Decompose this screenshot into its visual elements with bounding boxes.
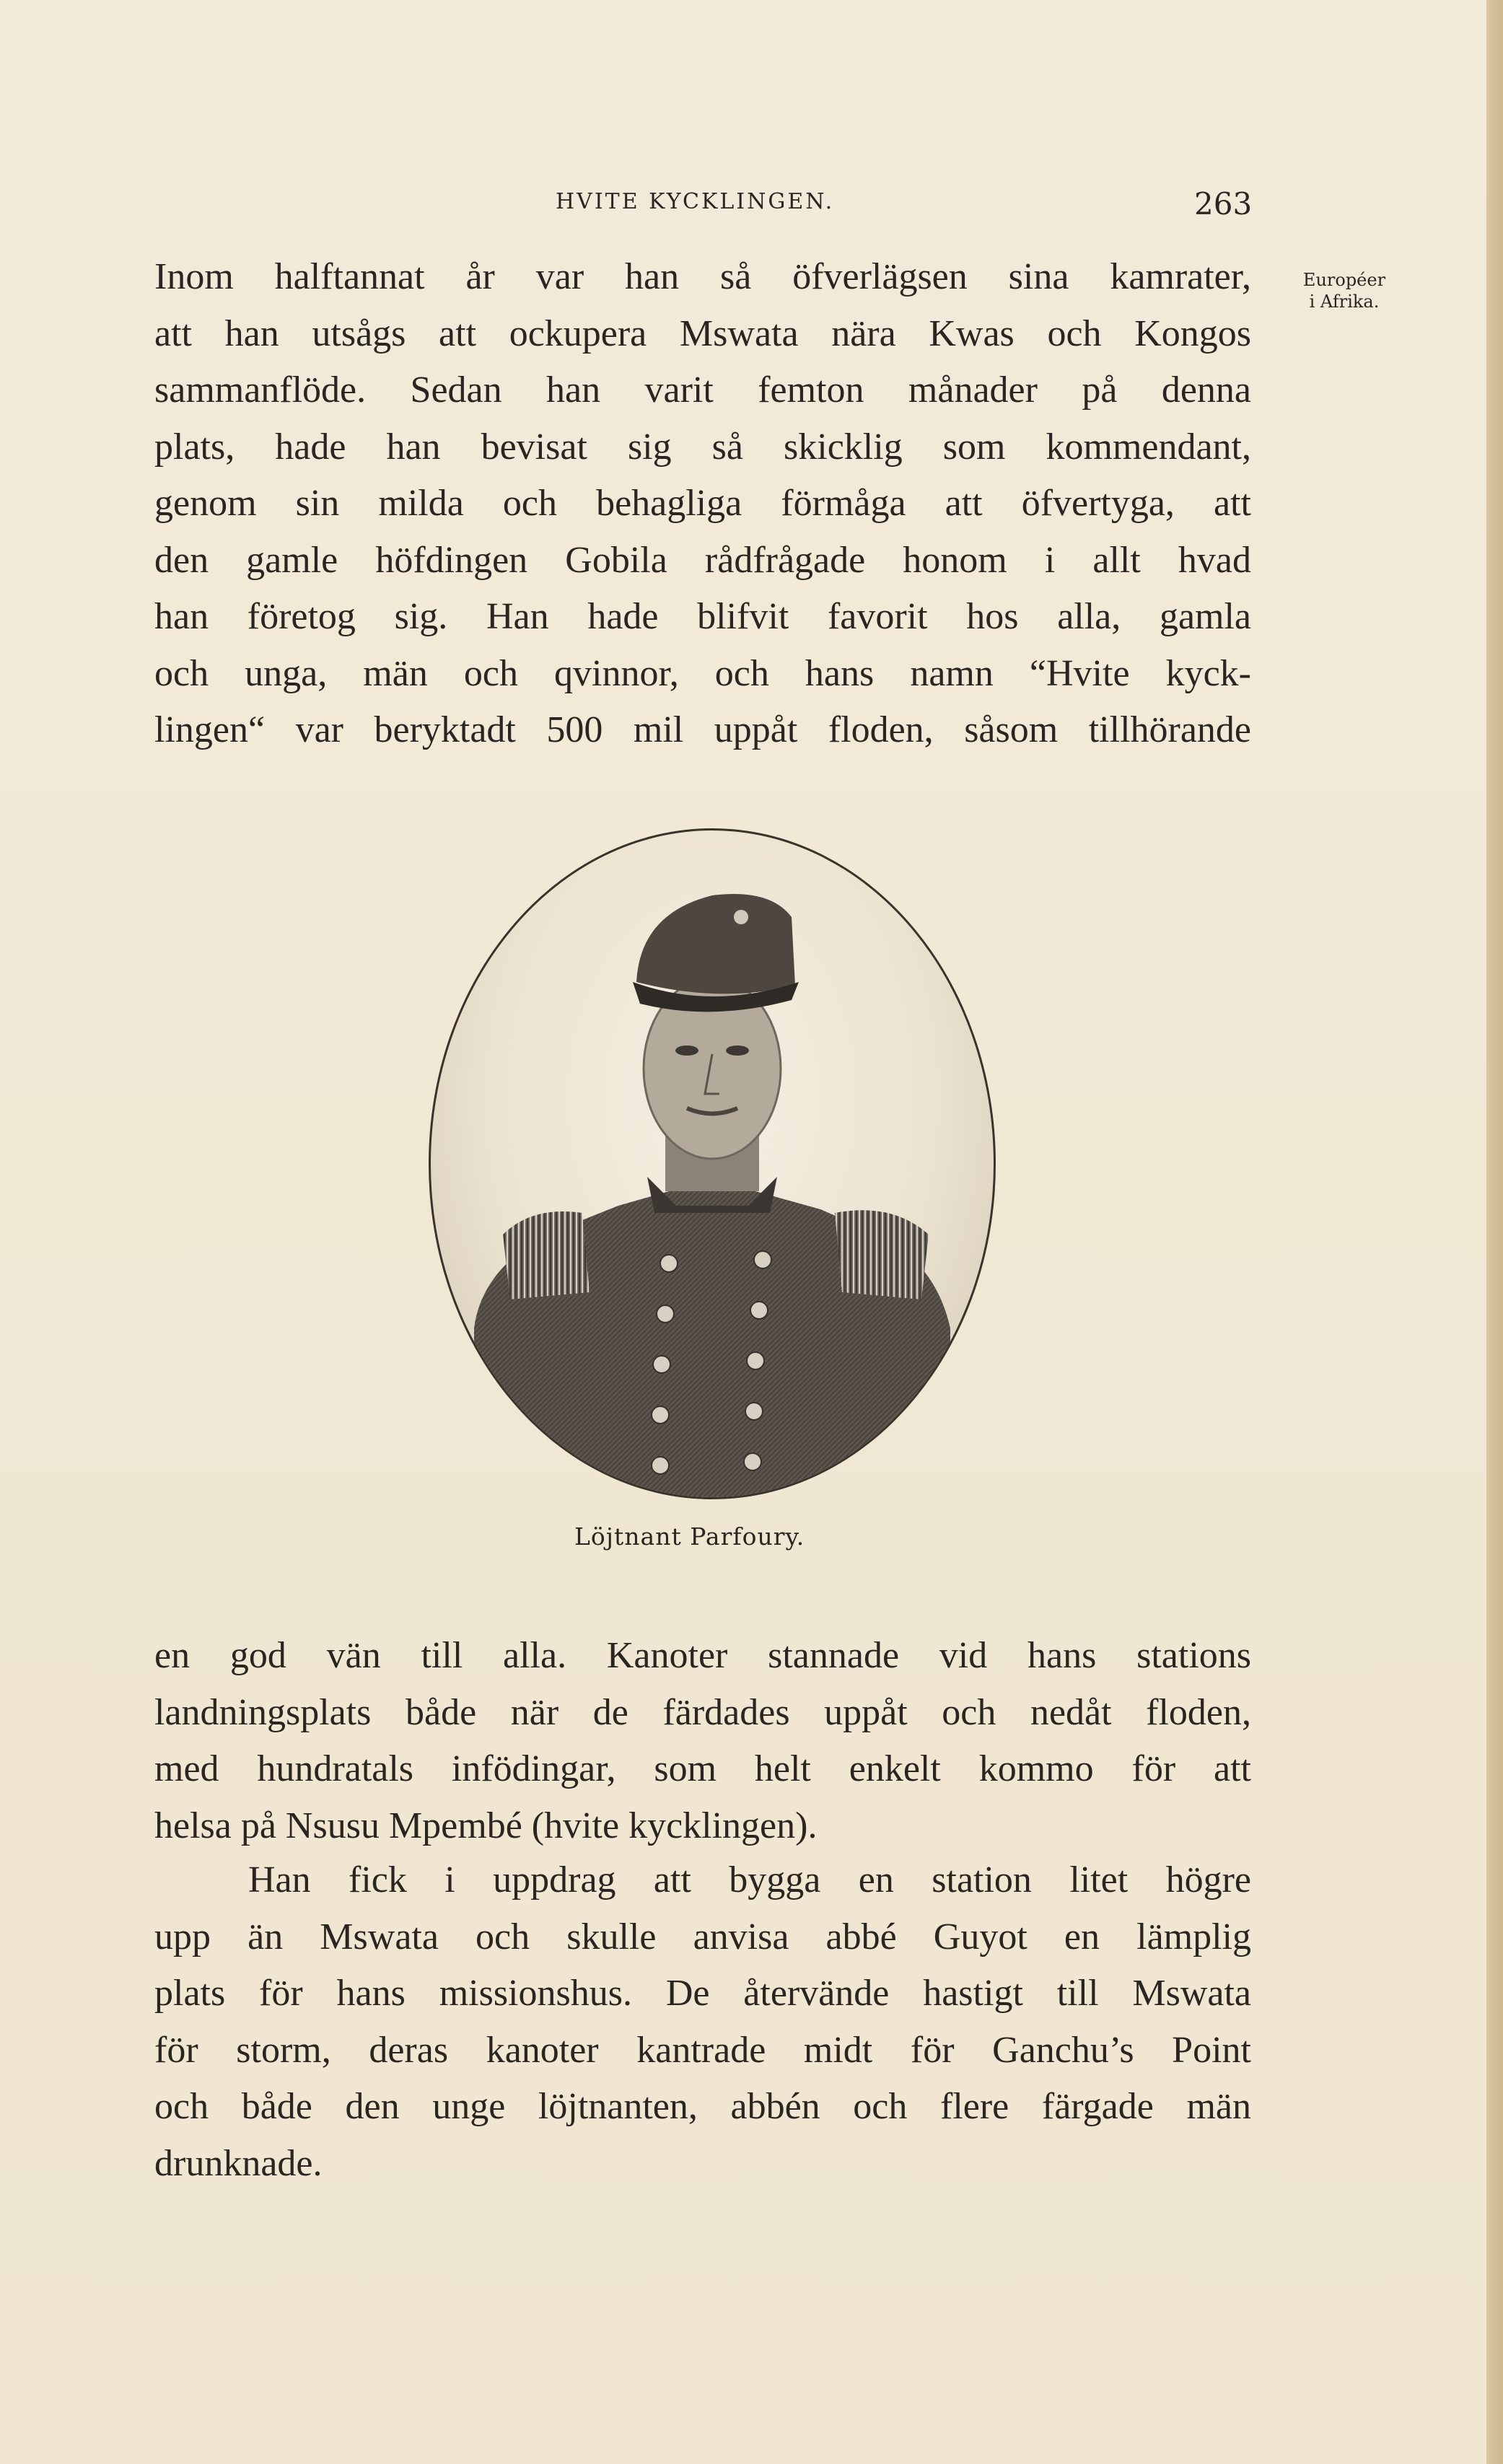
text-line: och unga, män och qvinnor, och hans namn “Hvite kyck- xyxy=(154,652,1251,694)
kepi-cap xyxy=(636,894,795,994)
text-line: lingen“ var beryktadt 500 mil uppåt floden, såsom tillhörande xyxy=(154,709,1251,750)
text-line: drunknade. xyxy=(154,2142,323,2184)
margin-note-line: i Afrika. xyxy=(1309,291,1380,312)
text-line: att han utsågs att ockupera Mswata nära Kwas och Kongos xyxy=(154,312,1251,354)
portrait-illustration xyxy=(431,830,994,1497)
paragraph-2 xyxy=(154,1628,1251,1854)
margin-note xyxy=(1283,269,1406,312)
text-line: landningsplats både när de färdades uppåt och nedåt floden, xyxy=(154,1691,1251,1733)
text-line: och både den unge löjtnanten, abbén och flere färgade män xyxy=(154,2086,1251,2127)
page-number: 263 xyxy=(1194,186,1253,222)
epaulette-left xyxy=(503,1211,590,1299)
text-line: Han fick i uppdrag att bygga en station litet högre xyxy=(248,1859,1251,1900)
eye-right xyxy=(726,1045,749,1056)
cap-badge xyxy=(734,910,748,924)
page-edge xyxy=(1486,0,1503,2464)
text-line: genom sin milda och behagliga förmåga att öfvertyga, att xyxy=(154,483,1251,524)
text-line: upp än Mswata och skulle anvisa abbé Guyot en lämplig xyxy=(154,1916,1251,1957)
text-line: plats för hans missionshus. De återvände hastigt till Mswata xyxy=(154,1973,1251,2014)
paragraph-1 xyxy=(154,249,1251,759)
text-line: en god vän till alla. Kanoter stannade vid hans stations xyxy=(154,1635,1251,1676)
text-line: han företog sig. Han hade blifvit favorit hos alla, gamla xyxy=(154,596,1251,637)
text-line: helsa på Nsusu Mpembé (hvite kycklingen). xyxy=(154,1805,818,1846)
figure-caption: Löjtnant Parfoury. xyxy=(574,1522,805,1551)
portrait-figure xyxy=(429,828,994,1499)
text-line: sammanflöde. Sedan han varit femton månader på denna xyxy=(154,369,1251,411)
text-line: den gamle höfdingen Gobila rådfrågade honom i allt hvad xyxy=(154,539,1251,581)
text-line: med hundratals infödingar, som helt enkelt kommo för att xyxy=(154,1748,1251,1789)
text-line: för storm, deras kanoter kantrade midt för Ganchu’s Point xyxy=(154,2029,1251,2071)
oval-portrait-frame xyxy=(429,828,996,1499)
text-line: Inom halftannat år var han så öfverlägsen sina kamrater, xyxy=(154,256,1251,297)
epaulette-right xyxy=(835,1210,929,1299)
running-head xyxy=(0,186,1503,222)
margin-note-line: Européer xyxy=(1302,270,1386,290)
text-line: plats, hade han bevisat sig så skicklig som kommendant, xyxy=(154,426,1251,468)
running-title: HVITE KYCKLINGEN. xyxy=(556,189,835,214)
paragraph-3 xyxy=(154,1852,1251,2192)
eye-left xyxy=(675,1045,698,1056)
